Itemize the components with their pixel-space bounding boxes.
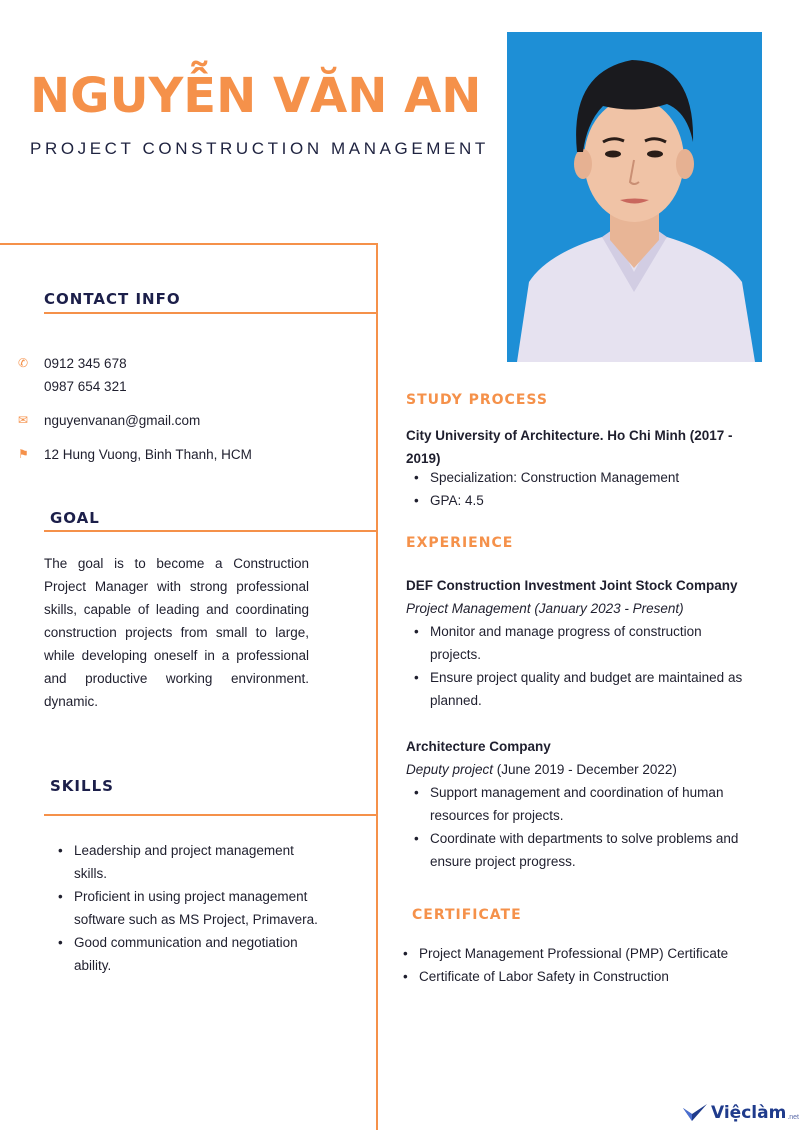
candidate-name: NGUYỄN VĂN AN [30, 68, 482, 124]
logo-domain: .net [787, 1113, 799, 1121]
frame-line-top [0, 243, 378, 245]
job-role-italic: Deputy project [406, 762, 494, 777]
job-role-dates: (June 2019 - December 2022) [493, 762, 677, 777]
list-item: • Leadership and project management skills. [50, 839, 320, 885]
phone-number-1[interactable]: 0912 345 678 [44, 356, 127, 371]
list-item: • Coordinate with departments to solve problems and ensure project progress. [406, 827, 756, 873]
list-item: • Ensure project quality and budget are maintained as planned. [406, 666, 756, 712]
phone-number-2[interactable]: 0987 654 321 [44, 379, 127, 394]
skills-list [50, 839, 320, 977]
phone-icon: ✆ [18, 356, 29, 370]
job-duties [406, 781, 756, 873]
skills-underline [44, 814, 376, 816]
list-item: • Good communication and negotiation ability. [50, 931, 320, 977]
email-icon: ✉ [18, 413, 29, 427]
job-duties [406, 620, 756, 712]
home-address: 12 Hung Vuong, Binh Thanh, HCM [44, 447, 252, 462]
list-item: • Project Management Professional (PMP) Certificate [395, 942, 765, 965]
goal-heading: GOAL [50, 509, 100, 527]
goal-underline [44, 530, 376, 532]
contact-heading: CONTACT INFO [44, 290, 181, 308]
job-role [406, 758, 756, 781]
job-entry [406, 735, 756, 873]
list-item: • Support management and coordination of human resources for projects. [406, 781, 756, 827]
candidate-title: PROJECT CONSTRUCTION MANAGEMENT [30, 139, 489, 158]
contact-address-row [18, 443, 252, 466]
job-role-text: Project Management (January 2023 - Present) [406, 601, 684, 616]
job-entry [406, 574, 756, 712]
study-school: City University of Architecture. Ho Chi Minh (2017 - 2019) [406, 428, 733, 466]
list-item: • Certificate of Labor Safety in Construction [395, 965, 765, 988]
logo-text: Việclàm [711, 1103, 787, 1123]
profile-photo [507, 32, 762, 362]
list-item: • Proficient in using project management software such as MS Project, Primavera. [50, 885, 320, 931]
contact-email-row [18, 409, 200, 432]
contact-phone-row [18, 352, 127, 398]
skills-heading: SKILLS [50, 777, 114, 795]
certificate-heading: CERTIFICATE [412, 907, 522, 923]
location-icon: ⚑ [18, 447, 29, 461]
frame-line-vertical [376, 243, 378, 1130]
contact-underline [44, 312, 376, 314]
certificate-list [395, 942, 765, 988]
list-item: • Specialization: Construction Management [406, 466, 751, 489]
experience-heading: EXPERIENCE [406, 535, 514, 551]
list-item: • GPA: 4.5 [406, 489, 751, 512]
job-company: Architecture Company [406, 739, 551, 754]
study-list [406, 466, 751, 512]
study-heading: STUDY PROCESS [406, 392, 548, 408]
vieclam-logo[interactable] [683, 1103, 799, 1123]
goal-text: The goal is to become a Construction Project Manager with strong professional skills, capable of leading and coordinating construction projects from small to large, while developing oneself in a professional and productive working environment. dynamic. [44, 556, 309, 709]
email-address[interactable]: nguyenvanan@gmail.com [44, 413, 201, 428]
job-company: DEF Construction Investment Joint Stock Company [406, 578, 738, 593]
list-item: • Monitor and manage progress of construction projects. [406, 620, 756, 666]
checkmark-logo-icon [683, 1104, 707, 1122]
job-role [406, 597, 756, 620]
portrait-illustration [507, 32, 762, 362]
